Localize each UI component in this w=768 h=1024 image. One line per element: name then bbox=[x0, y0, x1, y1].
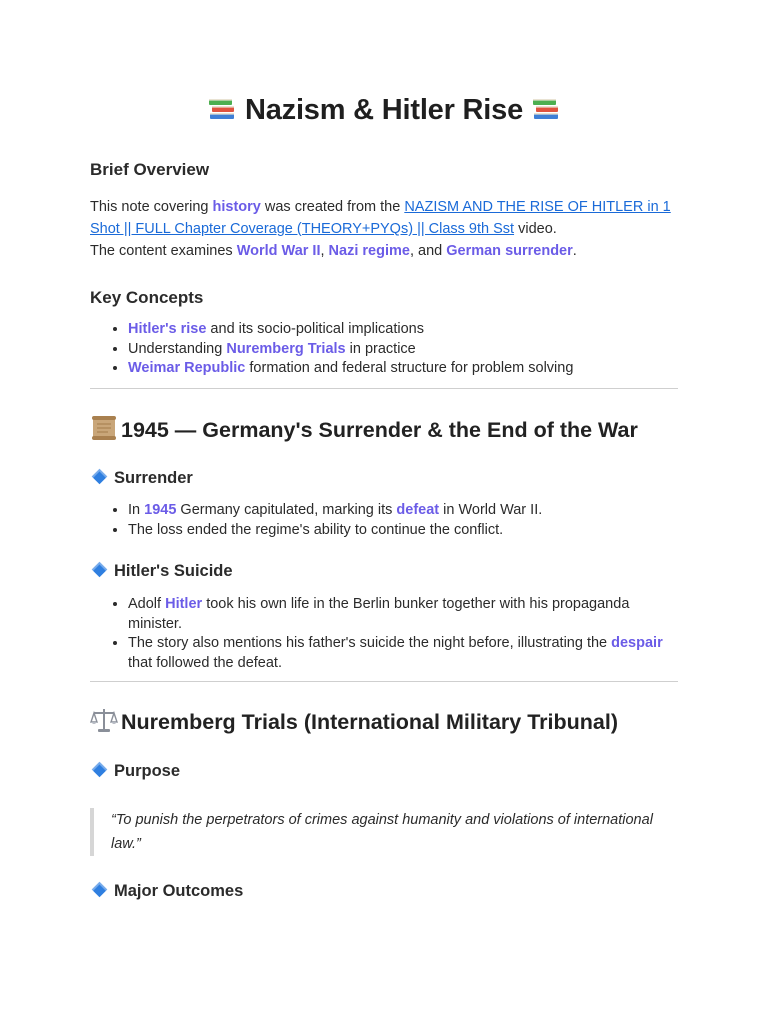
list-item bbox=[128, 595, 678, 634]
overview-paragraph bbox=[90, 196, 678, 262]
overview-text: . bbox=[572, 243, 577, 259]
surrender-list bbox=[90, 501, 678, 540]
purpose-quote: “To punish the perpetrators of crimes against humanity and violations of international law.” bbox=[90, 808, 678, 856]
highlight-1945: 1945 bbox=[144, 502, 177, 518]
list-item-text: Understanding bbox=[128, 340, 227, 357]
section-1945-heading bbox=[90, 414, 638, 443]
section-1945-heading-text: 1945 — Germany's Surrender & the End of the War bbox=[121, 418, 638, 442]
major-outcomes-heading bbox=[90, 882, 243, 901]
highlight-nazi-regime: Nazi regime bbox=[328, 243, 410, 259]
list-item-text: Germany capitulated, marking its bbox=[176, 502, 397, 518]
overview-text: , and bbox=[409, 243, 447, 259]
highlight-ww2: World War II bbox=[236, 243, 321, 259]
surrender-heading-text: Surrender bbox=[114, 469, 193, 487]
surrender-heading bbox=[90, 469, 193, 488]
divider bbox=[90, 388, 678, 389]
list-item-text: formation and federal structure for problem solving bbox=[245, 360, 574, 376]
overview-text: was created from the bbox=[260, 199, 405, 215]
highlight-history: history bbox=[212, 199, 261, 215]
books-emoji-icon bbox=[207, 96, 237, 122]
brief-overview-heading: Brief Overview bbox=[90, 160, 210, 179]
list-item-text: and its socio-political implications bbox=[206, 321, 424, 337]
purpose-heading-text: Purpose bbox=[114, 762, 181, 780]
scales-icon bbox=[90, 706, 118, 734]
list-item-text: Adolf bbox=[128, 596, 166, 612]
books-emoji-icon bbox=[531, 96, 561, 122]
highlight-weimar-republic: Weimar Republic bbox=[128, 360, 246, 376]
list-item bbox=[128, 521, 678, 541]
list-item-text: that followed the defeat. bbox=[128, 654, 282, 671]
overview-text: video. bbox=[514, 221, 557, 237]
list-item-text: in practice bbox=[345, 340, 416, 357]
overview-text: , bbox=[320, 243, 329, 259]
key-concepts-heading: Key Concepts bbox=[90, 288, 204, 307]
list-item-text: In bbox=[128, 502, 145, 518]
hitlers-suicide-heading-text: Hitler's Suicide bbox=[114, 562, 233, 580]
nuremberg-heading-text: Nuremberg Trials (International Military Tribunal) bbox=[121, 710, 618, 734]
highlight-german-surrender: German surrender bbox=[446, 243, 573, 259]
highlight-despair: despair bbox=[611, 635, 663, 651]
overview-text: The content examines bbox=[90, 243, 237, 259]
list-item-text: The loss ended the regime's ability to continue the conflict. bbox=[128, 521, 504, 538]
nuremberg-heading bbox=[90, 706, 618, 735]
highlight-nuremberg-trials: Nuremberg Trials bbox=[226, 340, 346, 357]
blue-diamond-icon bbox=[92, 562, 108, 578]
blue-diamond-icon bbox=[92, 762, 108, 778]
list-item-text: took his own life in the Berlin bunker together with his propaganda minister. bbox=[128, 596, 630, 632]
highlight-hitlers-rise: Hitler's rise bbox=[128, 321, 207, 337]
list-item-text: in World War II. bbox=[439, 502, 543, 518]
list-item bbox=[128, 340, 678, 360]
major-outcomes-heading-text: Major Outcomes bbox=[114, 882, 244, 900]
key-concepts-list bbox=[90, 320, 678, 379]
purpose-heading bbox=[90, 762, 180, 781]
list-item bbox=[128, 320, 678, 340]
highlight-hitler: Hitler bbox=[165, 596, 203, 612]
list-item bbox=[128, 634, 678, 673]
list-item-text: The story also mentions his father's suicide the night before, illustrating the bbox=[128, 635, 612, 651]
list-item bbox=[128, 359, 678, 379]
list-item bbox=[128, 501, 678, 521]
overview-text: This note covering bbox=[90, 199, 213, 215]
highlight-defeat: defeat bbox=[396, 502, 440, 518]
page-title bbox=[0, 94, 768, 127]
divider bbox=[90, 681, 678, 682]
blue-diamond-icon bbox=[92, 469, 108, 485]
scroll-icon bbox=[90, 414, 118, 442]
blue-diamond-icon bbox=[92, 882, 108, 898]
page-title-text: Nazism & Hitler Rise bbox=[244, 94, 524, 126]
suicide-list bbox=[90, 595, 678, 673]
hitlers-suicide-heading bbox=[90, 562, 233, 581]
source-video-link[interactable]: NAZISM AND THE RISE OF HITLER in 1 Shot || FULL Chapter Coverage (THEORY+PYQs) || Class 9th Sst bbox=[90, 199, 671, 237]
